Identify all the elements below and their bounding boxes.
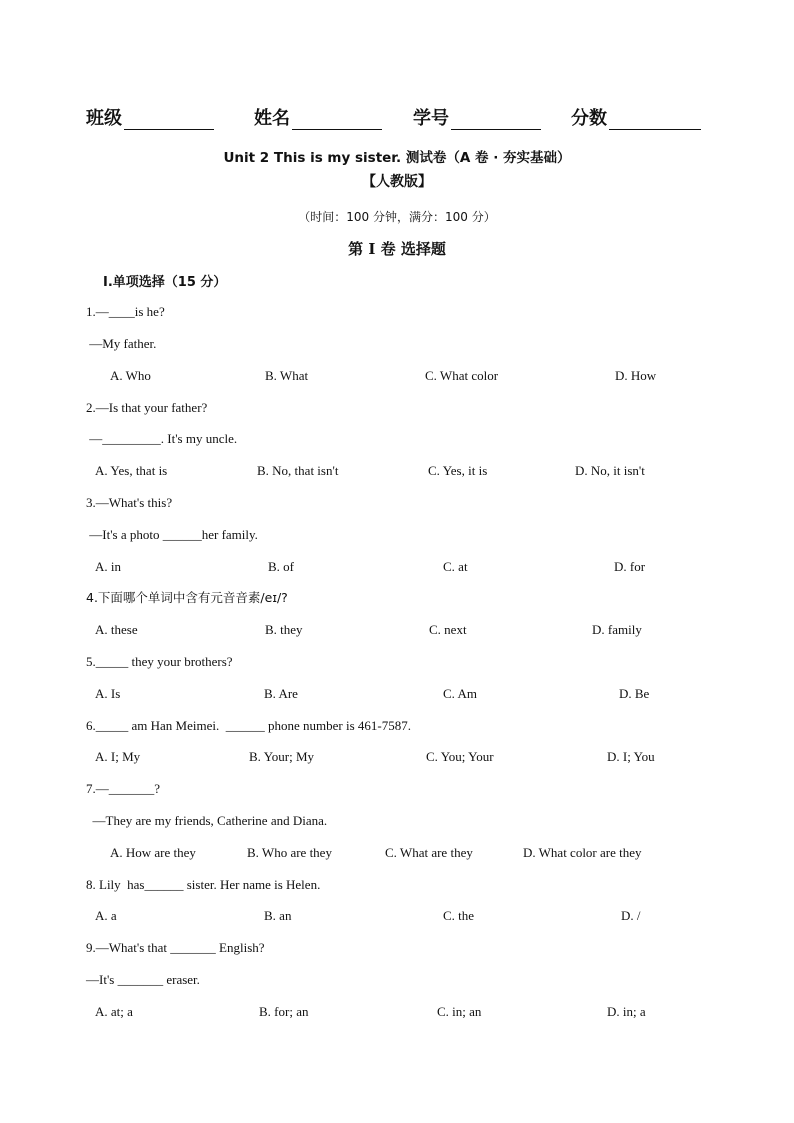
- header-fields: [0, 104, 794, 132]
- question-7-option-a[interactable]: A. How are they: [110, 845, 196, 860]
- question-3-option-a[interactable]: A. in: [95, 559, 121, 574]
- question-6-option-c[interactable]: C. You; Your: [426, 749, 494, 764]
- question-5-option-c[interactable]: C. Am: [443, 686, 477, 701]
- question-7-option-c[interactable]: C. What are they: [385, 845, 473, 860]
- time-info: （时间：100 分钟，满分：100 分）: [298, 210, 496, 224]
- question-1-option-c[interactable]: C. What color: [425, 368, 499, 383]
- question-1-option-a[interactable]: A. Who: [110, 368, 151, 383]
- question-9-option-d[interactable]: D. in; a: [607, 1004, 646, 1019]
- question-2-option-a[interactable]: A. Yes, that is: [95, 463, 168, 478]
- score-label: 分数: [571, 108, 607, 129]
- question-3-option-b[interactable]: B. of: [268, 559, 294, 574]
- question-6-option-a[interactable]: A. I; My: [95, 749, 141, 764]
- student-id-field: [413, 104, 541, 130]
- question-8-option-b[interactable]: B. an: [264, 908, 292, 923]
- question-6-option-b[interactable]: B. Your; My: [249, 749, 315, 764]
- question-9-answer: —It's _______ eraser.: [86, 972, 200, 987]
- question-2-option-c[interactable]: C. Yes, it is: [428, 463, 488, 478]
- question-5-option-a[interactable]: A. Is: [95, 686, 121, 701]
- question-4-option-c[interactable]: C. next: [429, 622, 467, 637]
- question-2-option-d[interactable]: D. No, it isn't: [575, 463, 645, 478]
- question-3-option-c[interactable]: C. at: [443, 559, 468, 574]
- question-3-stem: 3.—What's this?: [86, 495, 173, 510]
- name-field: [254, 104, 382, 130]
- question-2-stem: 2.—Is that your father?: [86, 400, 208, 415]
- question-2-option-b[interactable]: B. No, that isn't: [257, 463, 339, 478]
- question-1-stem: 1.—____is he?: [86, 304, 165, 319]
- question-8-option-a[interactable]: A. a: [95, 908, 117, 923]
- question-5-stem: 5._____ they your brothers?: [86, 654, 233, 669]
- question-4-stem: 4.下面哪个单词中含有元音音素/eɪ/?: [86, 590, 288, 605]
- question-1-answer: —My father.: [86, 336, 157, 351]
- edition-label: 【人教版】: [362, 174, 432, 190]
- class-blank[interactable]: [124, 107, 214, 130]
- question-7-option-d[interactable]: D. What color are they: [523, 845, 642, 860]
- question-7-stem: 7.—_______?: [86, 781, 161, 796]
- question-4-option-a[interactable]: A. these: [95, 622, 138, 637]
- question-2-answer: —_________. It's my uncle.: [86, 431, 238, 446]
- question-9-option-a[interactable]: A. at; a: [95, 1004, 133, 1019]
- question-4-option-b[interactable]: B. they: [265, 622, 303, 637]
- exam-title: Unit 2 This is my sister. 测试卷（A 卷 · 夯实基础）: [223, 150, 571, 166]
- question-8-option-c[interactable]: C. the: [443, 908, 475, 923]
- question-7-option-b[interactable]: B. Who are they: [247, 845, 332, 860]
- student-id-label: 学号: [413, 108, 449, 129]
- question-7-answer: —They are my friends, Catherine and Diana.: [86, 813, 328, 828]
- score-blank[interactable]: [609, 107, 701, 130]
- student-id-blank[interactable]: [451, 107, 541, 130]
- question-8-stem: 8. Lily has______ sister. Her name is Helen.: [86, 877, 321, 892]
- name-label: 姓名: [254, 108, 290, 129]
- question-5-option-d[interactable]: D. Be: [619, 686, 650, 701]
- class-label: 班级: [86, 108, 122, 129]
- question-4-option-d[interactable]: D. family: [592, 622, 642, 637]
- question-1-option-b[interactable]: B. What: [265, 368, 309, 383]
- question-9-option-c[interactable]: C. in; an: [437, 1004, 482, 1019]
- question-3-answer: —It's a photo ______her family.: [86, 527, 258, 542]
- question-3-option-d[interactable]: D. for: [614, 559, 646, 574]
- class-field: [86, 104, 214, 130]
- volume-heading: 第 I 卷 选择题: [348, 240, 446, 258]
- question-9-option-b[interactable]: B. for; an: [259, 1004, 309, 1019]
- score-field: [571, 104, 701, 130]
- question-6-option-d[interactable]: D. I; You: [607, 749, 655, 764]
- question-6-stem: 6._____ am Han Meimei. ______ phone number is 461-7587.: [86, 718, 411, 733]
- section-heading: I.单项选择（15 分）: [103, 275, 227, 290]
- name-blank[interactable]: [292, 107, 382, 130]
- question-8-option-d[interactable]: D. /: [621, 908, 641, 923]
- question-1-option-d[interactable]: D. How: [615, 368, 657, 383]
- question-9-stem: 9.—What's that _______ English?: [86, 940, 265, 955]
- question-5-option-b[interactable]: B. Are: [264, 686, 298, 701]
